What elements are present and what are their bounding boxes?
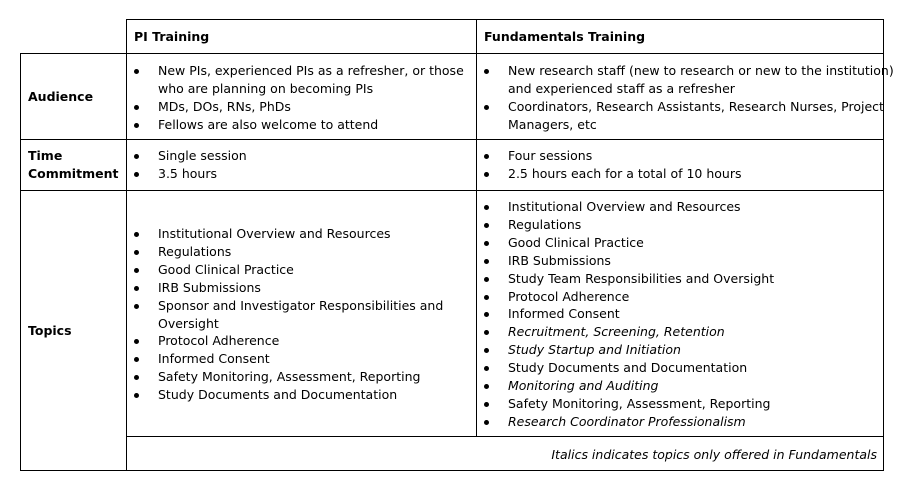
list-item — [158, 243, 443, 261]
table-border-left — [20, 53, 21, 471]
table-border-left-header — [126, 19, 127, 471]
list-item — [508, 234, 774, 252]
bullet-icon — [134, 393, 139, 398]
bullet-icon — [484, 69, 489, 74]
list-item-text: Institutional Overview and Resources — [508, 199, 741, 214]
list-item-text: Study Documents and Documentation — [508, 360, 748, 376]
list-item-text: 3.5 hours — [158, 165, 217, 181]
list-item — [508, 252, 774, 270]
row-label-line: Topics — [28, 323, 72, 338]
bullet-icon — [484, 384, 489, 389]
bullet-icon — [484, 241, 489, 246]
bullet-icon — [484, 205, 489, 210]
italics-footnote: Italics indicates topics only offered in Fundamentals — [551, 447, 877, 462]
bullet-icon — [134, 375, 139, 380]
list-item-text: Safety Monitoring, Assessment, Reporting — [158, 369, 421, 385]
list-item-text: Institutional Overview and Resources — [158, 226, 391, 241]
list-item-text: Four sessions — [508, 148, 593, 163]
list-item — [158, 368, 443, 386]
list-item-text: Oversight — [158, 315, 219, 331]
bullet-icon — [134, 304, 139, 309]
column-header-pi-training: PI Training — [134, 29, 210, 44]
row-divider-header — [20, 53, 884, 54]
list-item-text: Regulations — [158, 243, 232, 259]
topics-pi-list — [158, 225, 443, 404]
list-item-text: Informed Consent — [508, 306, 620, 322]
list-item-text: Coordinators, Research Assistants, Research Nurses, Project — [508, 98, 884, 114]
list-item — [508, 288, 774, 306]
list-item-text: Study Team Responsibilities and Oversight — [508, 270, 775, 286]
bullet-icon — [484, 348, 489, 353]
row-divider-audience — [20, 139, 884, 140]
list-item — [508, 198, 774, 216]
list-item — [158, 297, 443, 333]
bullet-icon — [484, 402, 489, 407]
time-fundamentals-list — [508, 147, 741, 183]
list-item-text: New PIs, experienced PIs as a refresher, or those — [158, 63, 464, 78]
bullet-icon — [484, 172, 489, 177]
list-item-text: Protocol Adherence — [158, 333, 280, 349]
bullet-icon — [484, 330, 489, 335]
list-item — [158, 165, 247, 183]
bullet-icon — [484, 277, 489, 282]
list-item — [158, 116, 464, 134]
list-item — [508, 98, 894, 134]
list-item — [158, 279, 443, 297]
bullet-icon — [484, 366, 489, 371]
list-item — [508, 216, 774, 234]
list-item — [158, 332, 443, 350]
table-border-top — [126, 19, 884, 20]
audience-pi-list — [158, 62, 464, 134]
bullet-icon — [484, 154, 489, 159]
bullet-icon — [134, 357, 139, 362]
list-item-text: Safety Monitoring, Assessment, Reporting — [508, 395, 771, 411]
list-item-text: Study Startup and Initiation — [508, 342, 681, 358]
list-item — [158, 386, 443, 404]
list-item-text: Recruitment, Screening, Retention — [508, 324, 725, 340]
audience-fundamentals-list — [508, 62, 894, 134]
row-label-time-commitment — [28, 147, 118, 183]
list-item-text: Fellows are also welcome to attend — [158, 116, 379, 132]
column-header-fundamentals-training: Fundamentals Training — [484, 29, 646, 44]
bullet-icon — [134, 268, 139, 273]
bullet-icon — [484, 295, 489, 300]
list-item-text: Monitoring and Auditing — [508, 378, 659, 394]
row-divider-time — [20, 190, 884, 191]
bullet-icon — [134, 69, 139, 74]
list-item-text: Managers, etc — [508, 116, 597, 132]
list-item — [508, 359, 774, 377]
list-item-text: 2.5 hours each for a total of 10 hours — [508, 165, 742, 181]
row-label-line: Audience — [28, 89, 94, 104]
time-pi-list — [158, 147, 247, 183]
list-item — [508, 62, 894, 98]
bullet-icon — [134, 105, 139, 110]
table-border-bottom — [20, 470, 884, 471]
list-item-text: Informed Consent — [158, 351, 270, 367]
list-item — [508, 377, 774, 395]
bullet-icon — [134, 154, 139, 159]
topics-fundamentals-list — [508, 198, 774, 431]
list-item — [158, 261, 443, 279]
list-item — [508, 323, 774, 341]
list-item-text: Regulations — [508, 216, 582, 232]
row-label-audience — [28, 88, 93, 106]
list-item — [158, 225, 443, 243]
bullet-icon — [134, 286, 139, 291]
list-item-text: MDs, DOs, RNs, PhDs — [158, 98, 291, 114]
row-label-line: Commitment — [28, 166, 119, 181]
bullet-icon — [134, 123, 139, 128]
list-item-text: Good Clinical Practice — [158, 261, 294, 277]
list-item-text: Good Clinical Practice — [508, 234, 644, 250]
list-item — [508, 270, 774, 288]
list-item — [508, 413, 774, 431]
row-label-line: Time — [28, 148, 63, 163]
list-item-text: Single session — [158, 148, 247, 163]
list-item — [508, 341, 774, 359]
list-item — [158, 62, 464, 98]
list-item — [508, 147, 741, 165]
bullet-icon — [484, 420, 489, 425]
bullet-icon — [134, 250, 139, 255]
list-item — [158, 98, 464, 116]
list-item-text: Study Documents and Documentation — [158, 387, 398, 403]
bullet-icon — [484, 312, 489, 317]
list-item — [508, 395, 774, 413]
list-item-text: IRB Submissions — [508, 252, 611, 268]
list-item — [508, 305, 774, 323]
list-item-text: New research staff (new to research or new to the institution) — [508, 63, 894, 78]
list-item — [158, 350, 443, 368]
bullet-icon — [134, 172, 139, 177]
list-item-text: Sponsor and Investigator Responsibilities and — [158, 297, 444, 313]
list-item-text: and experienced staff as a refresher — [508, 80, 735, 96]
row-divider-topics — [126, 436, 884, 437]
bullet-icon — [484, 259, 489, 264]
bullet-icon — [484, 105, 489, 110]
row-label-topics — [28, 322, 72, 340]
bullet-icon — [134, 339, 139, 344]
bullet-icon — [134, 232, 139, 237]
list-item-text: Protocol Adherence — [508, 288, 630, 304]
list-item — [508, 165, 741, 183]
list-item-text: Research Coordinator Professionalism — [508, 413, 746, 429]
column-divider — [476, 19, 477, 437]
list-item-text: who are planning on becoming PIs — [158, 80, 374, 96]
bullet-icon — [484, 223, 489, 228]
list-item-text: IRB Submissions — [158, 279, 261, 295]
list-item — [158, 147, 247, 165]
